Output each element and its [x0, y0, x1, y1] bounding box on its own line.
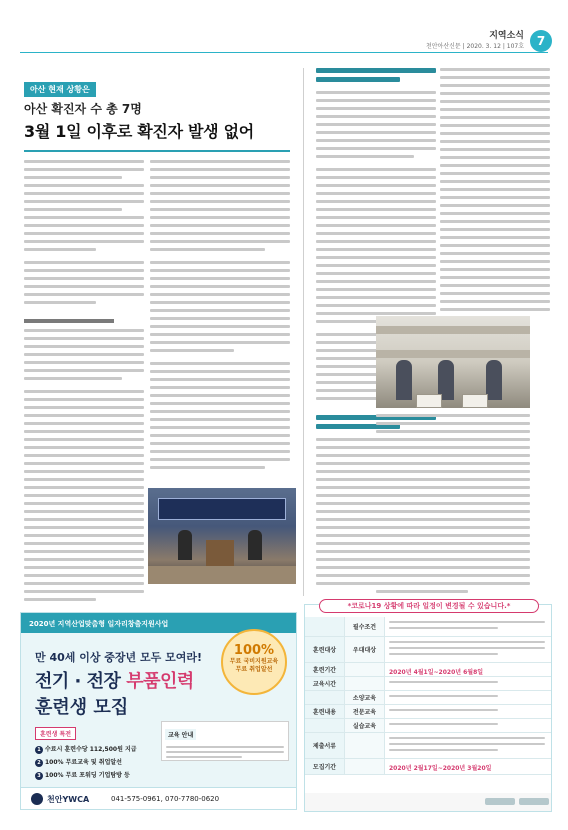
- free-badge: 100% 무료 국비지원교육 무료 취업알선: [221, 629, 287, 695]
- row-category: [305, 691, 345, 704]
- row-content: [389, 621, 545, 633]
- table-row: [305, 677, 551, 691]
- table-notice: *코로나19 상황에 따라 일정이 변경될 수 있습니다.*: [319, 599, 539, 613]
- press-briefing-photo: [148, 488, 296, 584]
- row-subcategory: 우대대상: [345, 637, 385, 662]
- row-subcategory: [345, 677, 385, 690]
- article-subhead: 아산 확진자 수 총 7명: [24, 102, 142, 116]
- page-header: [0, 0, 568, 58]
- row-subcategory: [345, 663, 385, 676]
- row-subcategory: 필수조건: [345, 617, 385, 636]
- section-title: 지역소식: [489, 31, 524, 41]
- table-row: [305, 733, 551, 759]
- row-category: 훈련대상: [305, 637, 345, 662]
- row-content: [389, 737, 545, 755]
- benefits-list: 훈련생 특전 1 수료시 훈련수당 112,500원 지급 2 100% 무료교육 및 취업알선 3 100% 무료 포워딩 기업탐방 등: [35, 721, 155, 783]
- row-category: 훈련내용: [305, 705, 345, 718]
- article-column-2: [150, 160, 290, 474]
- row-category: 제출서류: [305, 733, 345, 758]
- article-kicker: 아산 현재 상황은: [24, 82, 96, 97]
- row-content: [389, 695, 545, 701]
- program-schedule-table: [304, 604, 552, 812]
- row-value: 2020년 2월17일~2020년 3월20일: [389, 765, 492, 772]
- education-info: 교육 안내: [161, 721, 289, 761]
- column-divider: [303, 68, 304, 596]
- table-row: [305, 617, 551, 637]
- ad-headline-2: 훈련생 모집: [35, 697, 129, 718]
- table-row: [305, 637, 551, 663]
- header-rule: [20, 52, 548, 53]
- row-value: 2020년 4월1일~2020년 6월8일: [389, 669, 484, 676]
- row-category: [305, 617, 345, 636]
- masks-caption: [376, 414, 530, 598]
- headline-rule: [24, 150, 290, 152]
- row-subcategory: 실습교육: [345, 719, 385, 732]
- table-row: [305, 705, 551, 719]
- row-category: 훈련기간: [305, 663, 345, 676]
- table-row: [305, 663, 551, 677]
- ad-footer: 천안YWCA 041-575-0961, 070-7780-0620: [21, 787, 296, 809]
- row-category: 모집기간: [305, 759, 345, 774]
- table-row: [305, 719, 551, 733]
- ad-program-title: 2020년 지역산업맞춤형 일자리창출지원사업: [21, 613, 296, 633]
- ad-headline-1: 전기 · 전장 부품인력: [35, 671, 194, 692]
- article-column-1: [24, 160, 144, 606]
- row-content: [389, 709, 545, 715]
- contact-phones: 041-575-0961, 070-7780-0620: [111, 795, 220, 803]
- article-headline: 3월 1일 이후로 확진자 발생 없어: [24, 122, 254, 141]
- row-subcategory: [345, 759, 385, 774]
- row-content: [389, 641, 545, 659]
- mask-distribution-photo: [376, 316, 530, 408]
- page-number: 7: [530, 30, 552, 52]
- row-subcategory: 전문교육: [345, 705, 385, 718]
- row-subcategory: [345, 733, 385, 758]
- sponsor-logos: [305, 793, 551, 811]
- row-content: [389, 723, 545, 729]
- article-subheading: [24, 319, 114, 323]
- ad-tagline: 만 40세 이상 중장년 모두 모여라!: [35, 651, 202, 664]
- training-recruitment-ad: [20, 612, 297, 810]
- table-row: [305, 759, 551, 775]
- ywca-logo-icon: [31, 793, 43, 805]
- row-category: [305, 719, 345, 732]
- row-category: 교육시간: [305, 677, 345, 690]
- right-article-column: [440, 68, 550, 324]
- table-row: [305, 691, 551, 705]
- row-subcategory: 소양교육: [345, 691, 385, 704]
- issue-info: 천안아산신문 | 2020. 3. 12 | 107호: [425, 43, 524, 50]
- row-content: [389, 681, 545, 687]
